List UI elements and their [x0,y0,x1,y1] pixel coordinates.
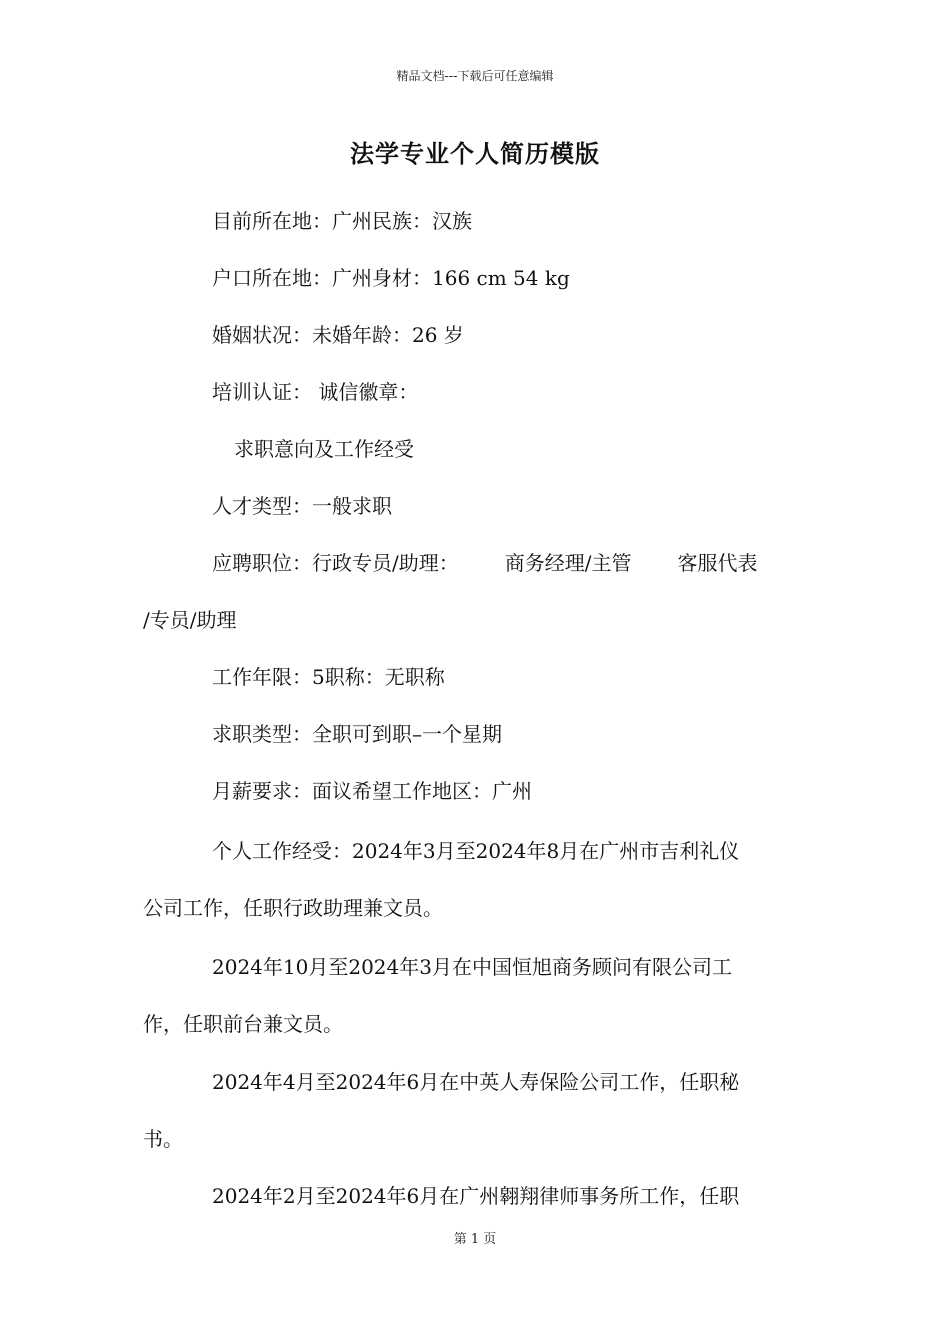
position-part-b: 商务经理/主管 [504,551,632,575]
line-hukou: 户口所在地：广州身材：166 cm 54 kg [212,266,570,290]
line-exp2-b: 作，任职前台兼文员。 [143,1012,343,1036]
line-exp1-a: 个人工作经受：2024年3月至2024年8月在广州市吉利礼仪 [212,839,740,863]
line-position-cont: /专员/助理 [143,608,237,632]
line-talent-type: 人才类型：一般求职 [212,494,392,518]
line-years: 工作年限：5职称：无职称 [212,665,445,689]
line-exp3-b: 书。 [143,1127,183,1151]
line-marital: 婚姻状况：未婚年龄：26 岁 [212,323,464,347]
line-training: 培训认证： 诚信徽章： [212,380,419,404]
page-header: 精品文档---下载后可任意编辑 [396,69,554,83]
line-salary: 月薪要求：面议希望工作地区：广州 [212,779,532,803]
line-position [212,548,758,578]
position-part-c: 客服代表 [677,551,758,575]
page-footer: 第 1 页 [453,1232,497,1247]
line-exp4-a: 2024年2月至2024年6月在广州翱翔律师事务所工作，任职 [212,1184,740,1208]
line-exp2-a: 2024年10月至2024年3月在中国恒旭商务顾问有限公司工 [212,955,732,979]
position-part-a: 应聘职位：行政专员/助理： [212,551,459,575]
line-location: 目前所在地：广州民族：汉族 [212,209,472,233]
line-job-type: 求职类型：全职可到职–一个星期 [212,722,502,746]
page-title: 法学专业个人简历模版 [350,140,600,168]
section-heading-intent: 求职意向及工作经受 [234,437,414,461]
line-exp1-b: 公司工作，任职行政助理兼文员。 [143,896,443,920]
line-exp3-a: 2024年4月至2024年6月在中英人寿保险公司工作，任职秘 [212,1070,740,1094]
